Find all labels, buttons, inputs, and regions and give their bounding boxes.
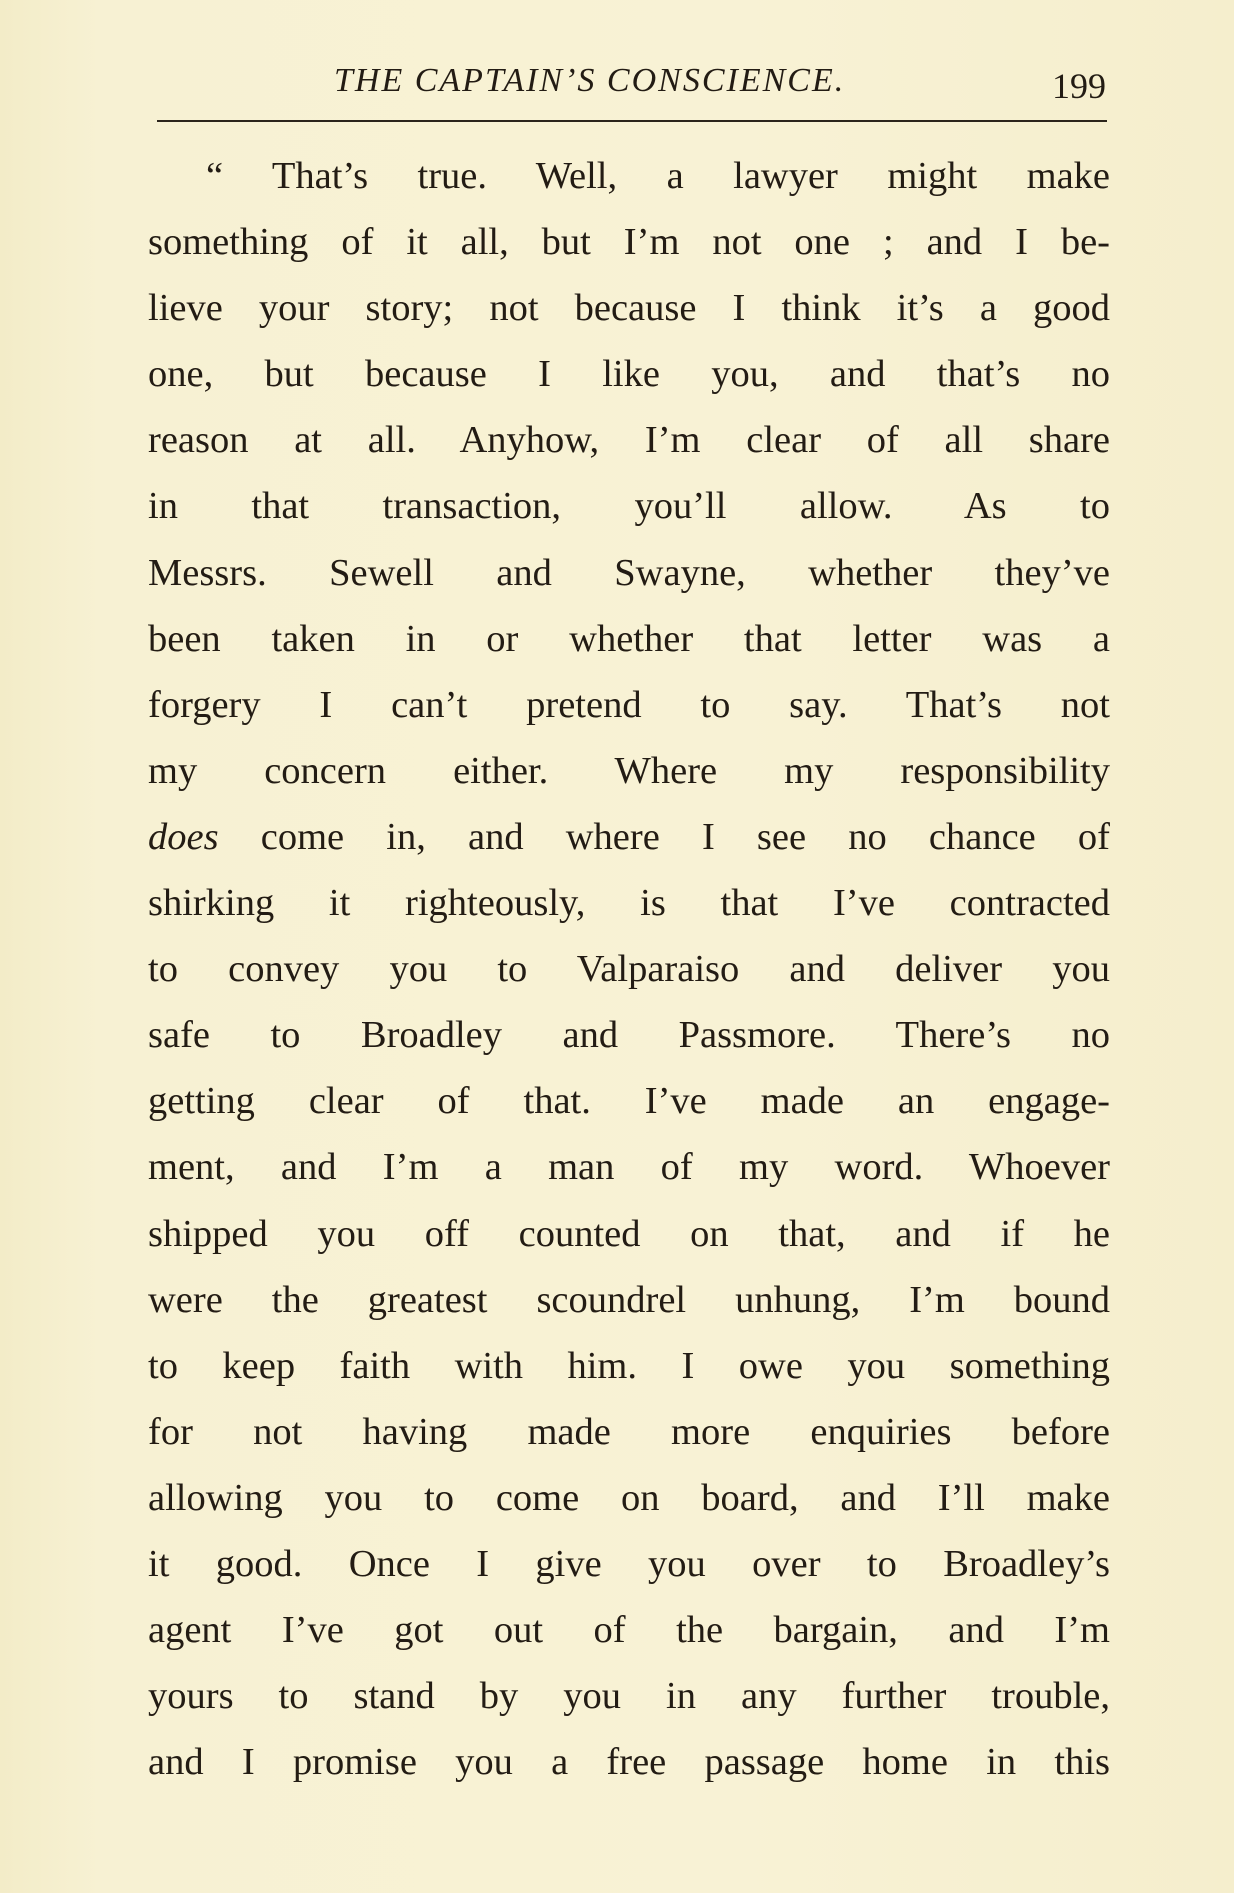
text-line: getting clear of that. I’ve made an engage- — [148, 1080, 1110, 1123]
text-line: agent I’ve got out of the bargain, and I’m — [148, 1609, 1110, 1652]
text-line: to convey you to Valparaiso and deliver you — [148, 948, 1110, 991]
text-line: one, but because I like you, and that’s no — [148, 353, 1110, 396]
text-line: were the greatest scoundrel unhung, I’m bound — [148, 1278, 1110, 1321]
text-line: shirking it righteously, is that I’ve contracted — [148, 882, 1110, 925]
text-line: shipped you off counted on that, and if he — [148, 1212, 1110, 1255]
header-rule — [157, 120, 1107, 122]
text-line: reason at all. Anyhow, I’m clear of all share — [148, 419, 1110, 462]
text-line: yours to stand by you in any further trouble, — [148, 1675, 1110, 1718]
text-line: it good. Once I give you over to Broadley’s — [148, 1542, 1110, 1585]
text-line: my concern either. Where my responsibility — [148, 749, 1110, 792]
text-line: Messrs. Sewell and Swayne, whether they’ve — [148, 551, 1110, 594]
text-line: forgery I can’t pretend to say. That’s not — [148, 683, 1110, 726]
text-line: “ That’s true. Well, a lawyer might make — [206, 155, 1110, 197]
text-line: to keep faith with him. I owe you something — [148, 1344, 1110, 1387]
text-line: and I promise you a free passage home in this — [148, 1741, 1110, 1784]
running-title: THE CAPTAIN’S CONSCIENCE. — [334, 62, 846, 99]
text-line-rest: come in, and where I see no chance of — [218, 815, 1110, 858]
italic-word: does — [148, 815, 219, 858]
text-line: for not having made more enquiries before — [148, 1410, 1110, 1453]
text-line-emphasis — [148, 804, 1110, 870]
page-number: 199 — [1052, 66, 1106, 106]
text-line: lieve your story; not because I think it’s a good — [148, 287, 1110, 330]
running-header — [156, 62, 1106, 112]
text-line: safe to Broadley and Passmore. There’s no — [148, 1014, 1110, 1057]
text-line: something of it all, but I’m not one ; and I be- — [148, 221, 1110, 264]
text-line: allowing you to come on board, and I’ll make — [148, 1476, 1110, 1519]
text-line: been taken in or whether that letter was a — [148, 617, 1110, 660]
body-text — [148, 143, 1110, 1795]
text-line: in that transaction, you’ll allow. As to — [148, 485, 1110, 528]
text-line: ment, and I’m a man of my word. Whoever — [148, 1146, 1110, 1189]
